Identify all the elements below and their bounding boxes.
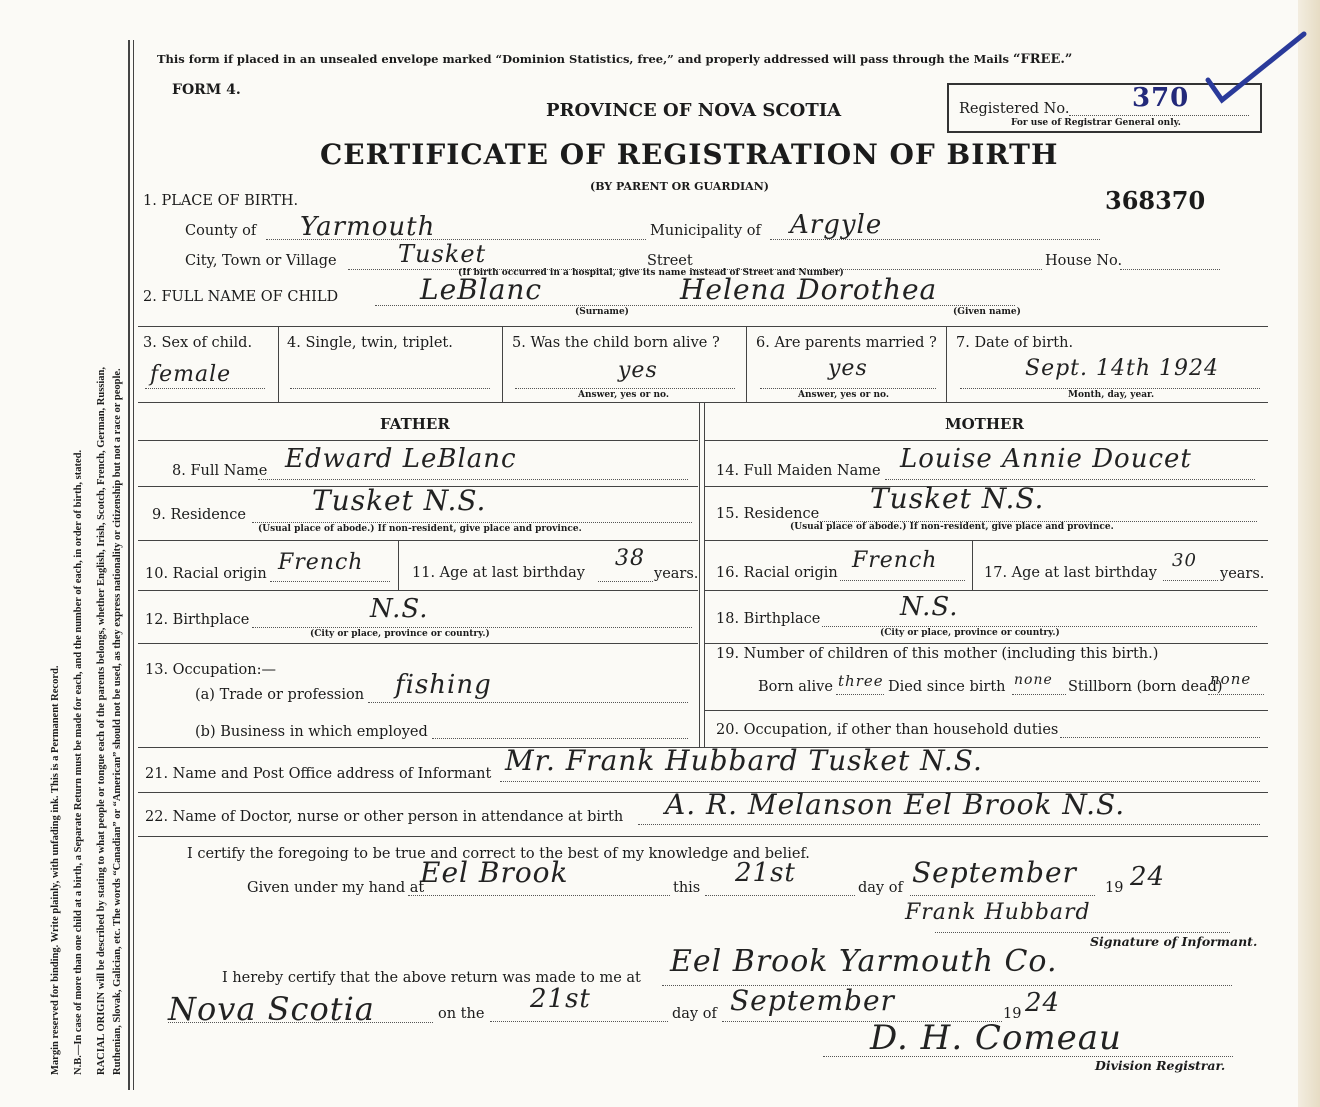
stillborn-value: none bbox=[1210, 670, 1252, 688]
father-age-years: years. bbox=[654, 566, 699, 582]
registrar-place: Eel Brook Yarmouth Co. bbox=[670, 944, 1058, 979]
father-racial-value: French bbox=[278, 550, 364, 575]
form-number: FORM 4. bbox=[172, 82, 241, 98]
occupation-label: 13. Occupation:— bbox=[145, 662, 276, 678]
place-heading: 1. PLACE OF BIRTH. bbox=[143, 193, 299, 209]
dob-value: Sept. 14th 1924 bbox=[1025, 356, 1219, 381]
father-residence-label: 9. Residence bbox=[152, 507, 246, 523]
certify-year-prefix: 19 bbox=[1105, 880, 1124, 896]
father-residence-value: Tusket N.S. bbox=[312, 484, 487, 517]
dob-label: 7. Date of birth. bbox=[956, 335, 1074, 351]
born-alive-value: yes bbox=[618, 358, 658, 383]
registered-number: 370 bbox=[1132, 83, 1190, 113]
mother-age-value: 30 bbox=[1172, 550, 1197, 571]
mother-occupation-label: 20. Occupation, if other than household duties bbox=[716, 722, 1059, 738]
mother-name-value: Louise Annie Doucet bbox=[900, 444, 1192, 474]
registrar-signature-label: Division Registrar. bbox=[1095, 1058, 1226, 1073]
certify-day: 21st bbox=[735, 858, 796, 888]
sex-label: 3. Sex of child. bbox=[143, 335, 253, 351]
children-count-label: 19. Number of children of this mother (including this birth.) bbox=[716, 646, 1159, 662]
blue-check-mark bbox=[1200, 28, 1310, 108]
hospital-note: (If birth occurred in a hospital, give its name instead of Street and Number) bbox=[458, 268, 844, 278]
mother-birthplace-note: (City or place, province or country.) bbox=[880, 628, 1060, 638]
multiple-birth-label: 4. Single, twin, triplet. bbox=[287, 335, 453, 351]
father-birthplace-label: 12. Birthplace bbox=[145, 612, 250, 628]
serial-number: 368370 bbox=[1105, 186, 1206, 215]
father-name-label: 8. Full Name bbox=[172, 463, 268, 479]
informant-signature: Frank Hubbard bbox=[905, 900, 1091, 925]
father-birthplace-note: (City or place, province or country.) bbox=[310, 629, 490, 639]
mother-birthplace-value: N.S. bbox=[900, 592, 959, 622]
sex-value: female bbox=[150, 362, 232, 387]
informant-value: Mr. Frank Hubbard Tusket N.S. bbox=[505, 744, 983, 777]
mother-age-years: years. bbox=[1220, 566, 1265, 582]
certify-month: September bbox=[912, 856, 1077, 889]
certify-dayof-label: day of bbox=[858, 880, 903, 896]
mother-abode-note: (Usual place of abode.) If non-resident, give place and province. bbox=[790, 522, 1114, 532]
mother-heading: MOTHER bbox=[945, 415, 1024, 433]
province-heading: PROVINCE OF NOVA SCOTIA bbox=[546, 100, 842, 121]
mother-name-label: 14. Full Maiden Name bbox=[716, 463, 881, 479]
mother-racial-value: French bbox=[852, 548, 938, 573]
trade-value: fishing bbox=[395, 670, 492, 700]
county-label: County of bbox=[185, 223, 257, 239]
certify-year: 24 bbox=[1130, 862, 1166, 892]
born-alive-note: Answer, yes or no. bbox=[578, 390, 669, 400]
dob-note: Month, day, year. bbox=[1068, 390, 1155, 400]
margin-line-1: Margin reserved for binding. Write plainly, with unfading ink. This is a Permanent Record. bbox=[50, 665, 61, 1075]
child-given-name: Helena Dorothea bbox=[680, 273, 938, 306]
mother-residence-value: Tusket N.S. bbox=[870, 482, 1045, 515]
registrar-month: September bbox=[730, 984, 895, 1017]
registrar-signature: D. H. Comeau bbox=[870, 1018, 1122, 1058]
registrar-day: 21st bbox=[530, 984, 591, 1014]
stillborn-label: Stillborn (born dead) bbox=[1068, 679, 1223, 695]
father-racial-label: 10. Racial origin bbox=[145, 566, 267, 582]
died-value: none bbox=[1014, 672, 1053, 688]
certify-this-label: this bbox=[673, 880, 701, 896]
city-value: Tusket bbox=[398, 240, 487, 268]
father-age-value: 38 bbox=[615, 546, 645, 571]
municipality-label: Municipality of bbox=[650, 223, 761, 239]
doctor-value: A. R. Melanson Eel Brook N.S. bbox=[665, 788, 1126, 821]
father-name-value: Edward LeBlanc bbox=[285, 444, 517, 474]
county-value: Yarmouth bbox=[300, 212, 436, 242]
born-alive-label: 5. Was the child born alive ? bbox=[512, 335, 720, 351]
binding-rule-1 bbox=[128, 40, 130, 1090]
mother-racial-label: 16. Racial origin bbox=[716, 565, 838, 581]
certificate-title: CERTIFICATE OF REGISTRATION OF BIRTH bbox=[320, 138, 1059, 171]
born-alive-count-value: three bbox=[838, 672, 884, 690]
informant-label: 21. Name and Post Office address of Informant bbox=[145, 766, 492, 782]
registrar-province: Nova Scotia bbox=[168, 990, 375, 1028]
certify-place: Eel Brook bbox=[420, 856, 569, 889]
municipality-value: Argyle bbox=[790, 210, 883, 240]
born-alive-count-label: Born alive bbox=[758, 679, 833, 695]
registrar-dayof-label: day of bbox=[672, 1006, 717, 1022]
registrar-statement: I hereby certify that the above return was made to me at bbox=[222, 970, 641, 986]
binding-rule-2 bbox=[133, 40, 134, 1090]
mail-notice: This form if placed in an unsealed envelope marked “Dominion Statistics, free,” and properly addressed will pass through the Mails “FREE.” bbox=[157, 52, 1073, 67]
registered-label: Registered No. bbox=[959, 101, 1070, 117]
margin-line-2: N.B.—In case of more than one child at a birth, a Separate Return must be made for each, and the number of each, in order of birth, stated. bbox=[73, 449, 84, 1075]
mother-age-label: 17. Age at last birthday bbox=[984, 565, 1157, 581]
given-under-label: Given under my hand at bbox=[247, 880, 425, 896]
married-value: yes bbox=[828, 356, 868, 381]
doctor-label: 22. Name of Doctor, nurse or other person in attendance at birth bbox=[145, 809, 624, 825]
married-label: 6. Are parents married ? bbox=[756, 335, 937, 351]
married-note: Answer, yes or no. bbox=[798, 390, 889, 400]
child-label: 2. FULL NAME OF CHILD bbox=[143, 289, 339, 305]
mother-birthplace-label: 18. Birthplace bbox=[716, 611, 821, 627]
registrar-on-label: on the bbox=[438, 1006, 485, 1022]
given-name-caption: (Given name) bbox=[953, 307, 1021, 317]
certify-statement: I certify the foregoing to be true and correct to the best of my knowledge and belief. bbox=[187, 846, 810, 862]
trade-label: (a) Trade or profession bbox=[195, 687, 365, 703]
died-label: Died since birth bbox=[888, 679, 1006, 695]
city-label: City, Town or Village bbox=[185, 253, 337, 269]
certificate-subtitle: (BY PARENT OR GUARDIAN) bbox=[590, 180, 769, 193]
father-age-label: 11. Age at last birthday bbox=[412, 565, 585, 581]
registrar-year-prefix: 19 bbox=[1003, 1006, 1022, 1022]
father-heading: FATHER bbox=[380, 415, 450, 433]
registered-note: For use of Registrar General only. bbox=[1011, 118, 1181, 128]
informant-signature-label: Signature of Informant. bbox=[1090, 934, 1258, 949]
paper-edge bbox=[1298, 0, 1320, 1107]
street-label: Street bbox=[647, 253, 693, 269]
house-label: House No. bbox=[1045, 253, 1123, 269]
margin-line-4: Ruthenian, Slovak, Galician, etc. The words “Canadian” or “American” should not be used, as they express nationality or citizenship but not a race or people. bbox=[112, 368, 123, 1075]
mother-residence-label: 15. Residence bbox=[716, 506, 820, 522]
surname-caption: (Surname) bbox=[575, 307, 629, 317]
margin-line-3: RACIAL ORIGIN will be described by stating to what people or tongue each of the parents belongs, whether English, Irish, Scotch, French, German, Russian, bbox=[96, 366, 107, 1075]
child-surname: LeBlanc bbox=[420, 273, 543, 306]
father-abode-note: (Usual place of abode.) If non-resident, give place and province. bbox=[258, 524, 582, 534]
business-label: (b) Business in which employed bbox=[195, 724, 428, 740]
father-birthplace-value: N.S. bbox=[370, 594, 429, 624]
registrar-year: 24 bbox=[1025, 988, 1061, 1018]
